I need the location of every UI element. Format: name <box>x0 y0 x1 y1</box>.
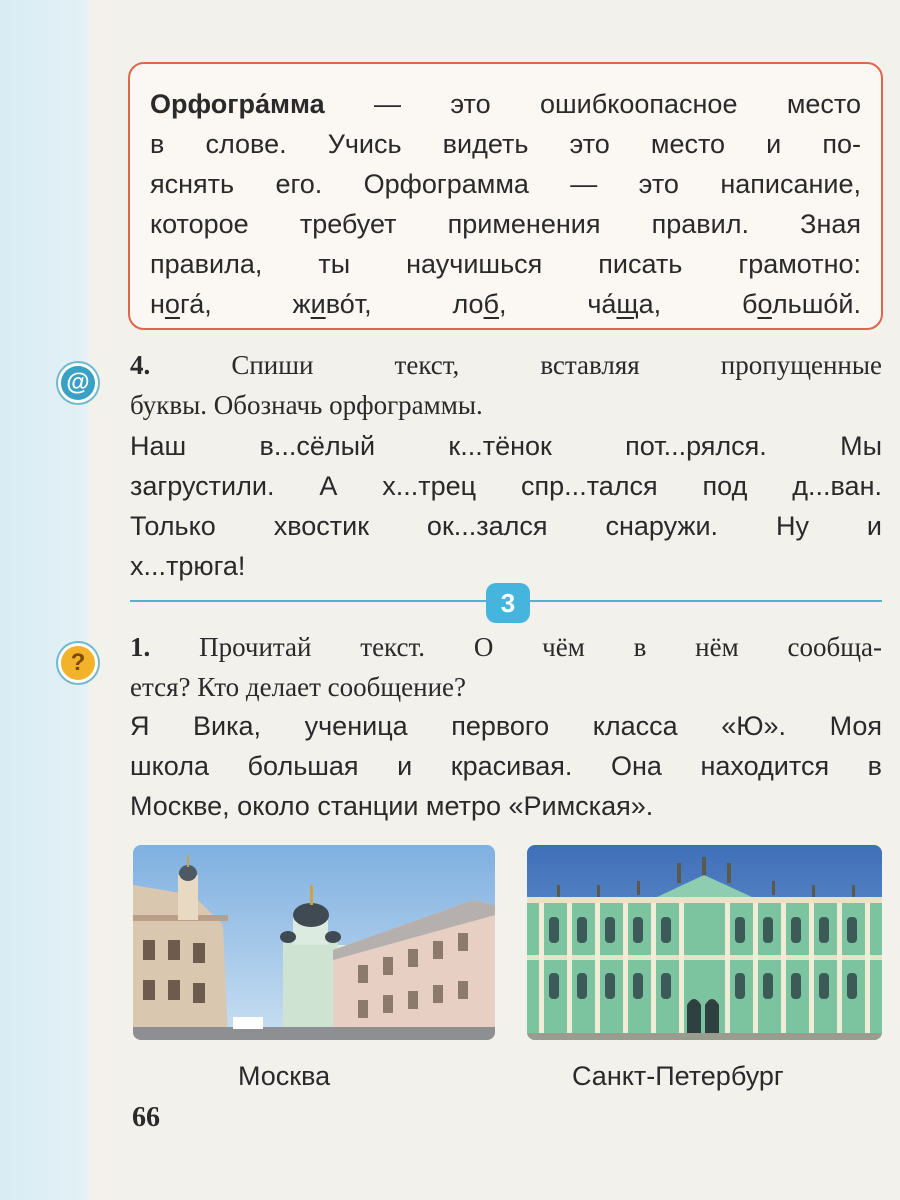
rule-examples: нога́, живо́т, лоб, ча́ща, большо́й. <box>150 289 861 319</box>
page-number: 66 <box>132 1102 160 1133</box>
example-word: лоб <box>452 289 499 319</box>
task-4-text <box>130 426 882 586</box>
rule-box <box>128 62 883 330</box>
example-word: живо́т <box>292 289 365 319</box>
example-word: ча́ща <box>587 289 654 319</box>
at-sign-icon: @ <box>58 363 98 403</box>
task-number: 4. <box>130 350 151 380</box>
rule-line-1: — это ошибкоопасное место <box>324 89 861 119</box>
text-line: Я Вика, ученица первого класса «Ю». Моя <box>130 711 882 741</box>
moscow-photo <box>133 845 495 1040</box>
task-1-instruction-line-1: 1. Прочитай текст. О чём в нём сообща- <box>130 632 882 662</box>
task-number: 1. <box>130 632 151 662</box>
text-line: Москве, около станции метро «Римская». <box>130 791 654 821</box>
example-word: большо́й <box>741 289 854 319</box>
task-1-text <box>130 706 882 826</box>
spb-caption: Санкт-Петербург <box>572 1061 784 1091</box>
moscow-caption: Москва <box>238 1061 331 1091</box>
text-line: школа большая и красивая. Она находится в <box>130 751 882 781</box>
task-4-instruction-line-2: буквы. Обозначь орфограммы. <box>130 390 483 420</box>
example-word: нога́ <box>150 289 205 319</box>
rule-line-3: яснять его. Орфограмма — это написание, <box>150 169 861 199</box>
winter-palace-photo <box>527 845 882 1040</box>
page-margin-strip <box>0 0 88 1200</box>
text-line: Только хвостик ок...зался снаружи. Ну и <box>130 511 882 541</box>
rule-term: Орфогра́мма <box>150 89 325 119</box>
section-number-badge: 3 <box>486 583 530 623</box>
question-mark-icon: ? <box>58 643 98 683</box>
rule-line-2: в слове. Учись видеть это место и по- <box>150 129 861 159</box>
text-line: х...трюга! <box>130 551 246 581</box>
rule-line-4: которое требует применения правил. Зная <box>150 209 861 239</box>
rule-text <box>150 84 861 324</box>
moscow-street-illustration <box>133 845 495 1040</box>
winter-palace-illustration <box>527 845 882 1040</box>
rule-line-5: правила, ты научишься писать грамотно: <box>150 249 861 279</box>
text-line: загрустили. А х...трец спр...тался под д...ван. <box>130 471 882 501</box>
text-line: Наш в...сёлый к...тёнок пот...рялся. Мы <box>130 431 882 461</box>
task-1-instruction-line-2: ется? Кто делает сообщение? <box>130 672 466 702</box>
task-4-instruction-line-1: 4. Спиши текст, вставляя пропущенные <box>130 350 882 380</box>
